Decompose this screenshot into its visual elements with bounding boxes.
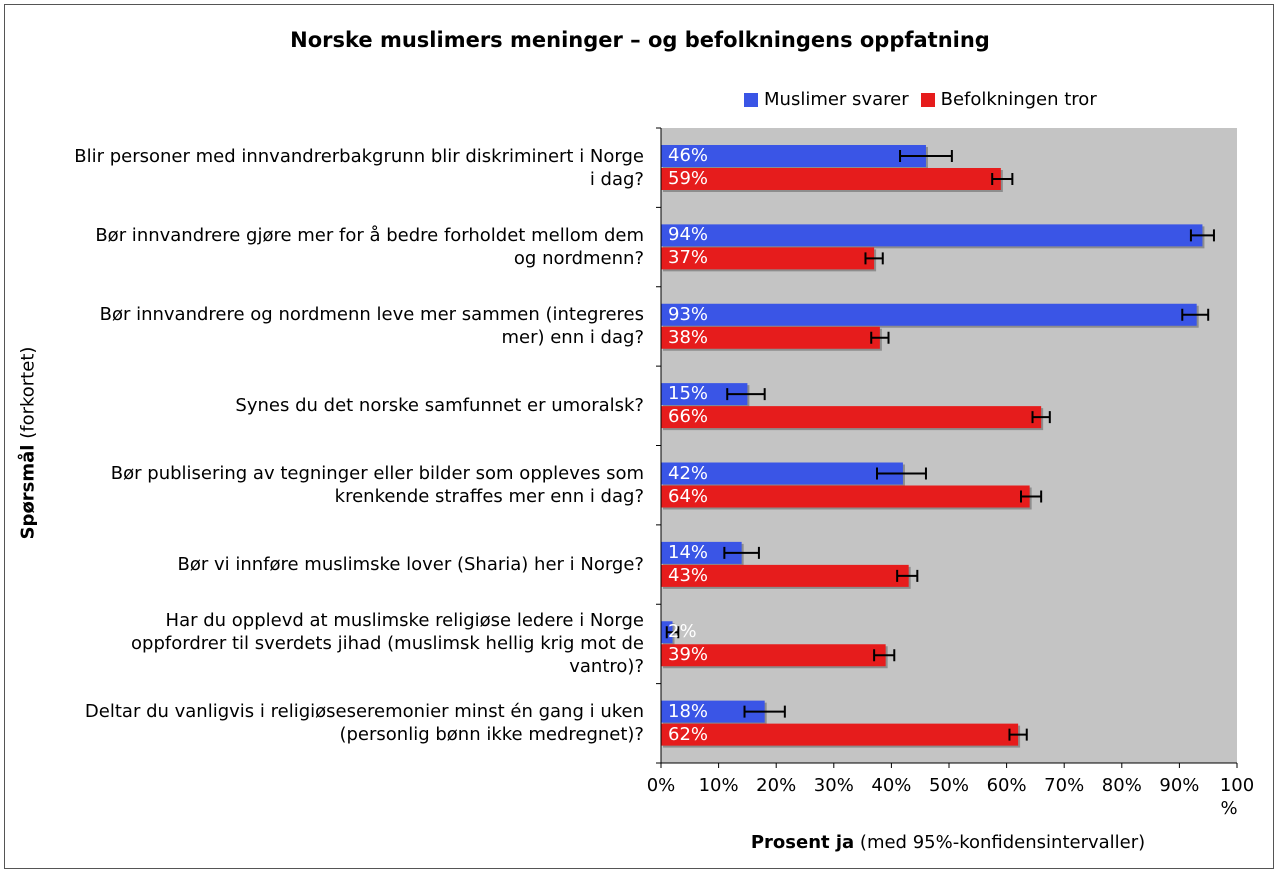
- question-label: [24, 462, 644, 508]
- value-label-population: 64%: [668, 485, 709, 507]
- x-tick-label: 50%: [928, 775, 970, 796]
- question-label: [24, 609, 644, 678]
- question-label-line: mer) enn i dag?: [501, 327, 644, 349]
- question-label-line: Bør publisering av tegninger eller bilder som oppleves som: [110, 463, 644, 484]
- bar-population: [661, 486, 1030, 508]
- bar-population: [661, 168, 1001, 190]
- x-tick-label: 0%: [646, 775, 676, 796]
- x-tick-label: 10%: [698, 775, 739, 796]
- x-unit-label: %: [1220, 798, 1238, 819]
- question-label-line: vantro)?: [569, 656, 644, 678]
- value-label-muslims: 14%: [668, 541, 709, 563]
- question-label-line: og nordmenn?: [513, 247, 644, 269]
- x-tick-label: 40%: [871, 775, 912, 796]
- question-label: [24, 394, 644, 417]
- x-tick-label: 100: [1219, 775, 1255, 796]
- legend-label-muslims: Muslimer svarer: [764, 89, 909, 110]
- value-label-muslims: 93%: [668, 303, 709, 325]
- legend-label-population: Befolkningen tror: [940, 89, 1097, 110]
- value-label-muslims: 42%: [668, 462, 709, 484]
- bar-population: [661, 406, 1041, 428]
- value-label-population: 59%: [668, 168, 709, 189]
- question-label-line: Bør innvandrere gjøre mer for å bedre forholdet mellom dem: [95, 224, 644, 246]
- question-label-line: Synes du det norske samfunnet er umoralsk?: [235, 395, 644, 417]
- value-label-population: 43%: [668, 564, 709, 586]
- x-tick-label: 70%: [1044, 775, 1085, 796]
- x-tick-label: 30%: [813, 775, 854, 796]
- question-label: [24, 145, 644, 191]
- bar-population: [661, 724, 1018, 746]
- x-axis-label-rest: (med 95%-konfidensintervaller): [859, 832, 1146, 853]
- value-label-muslims: 94%: [668, 224, 709, 246]
- x-axis-label: [751, 832, 1145, 853]
- question-label-line: Bør vi innføre muslimske lover (Sharia) her i Norge?: [177, 553, 644, 575]
- question-label: [24, 553, 644, 576]
- bar-muslims: [661, 224, 1202, 246]
- value-label-population: 66%: [668, 406, 709, 428]
- x-axis-label-bold: Prosent ja: [750, 832, 855, 853]
- value-label-muslims: 46%: [668, 145, 709, 166]
- question-label: [24, 303, 644, 349]
- value-label-population: 38%: [668, 326, 709, 348]
- value-label-muslims: 15%: [668, 383, 709, 405]
- value-label-population: 37%: [668, 247, 709, 269]
- question-label: [24, 224, 644, 270]
- bar-muslims: [661, 304, 1197, 326]
- question-label-line: krenkende straffes mer enn i dag?: [334, 486, 644, 507]
- y-axis-label-bold: Spørsmål: [17, 444, 39, 540]
- question-label-line: Har du opplevd at muslimske religiøse ledere i Norge: [165, 610, 644, 632]
- question-label-line: oppfordrer til sverdets jihad (muslimsk hellig krig mot de: [131, 633, 644, 655]
- x-tick-label: 90%: [1159, 775, 1200, 796]
- value-label-muslims: 18%: [668, 700, 709, 722]
- y-axis-label: [18, 347, 39, 540]
- value-label-population: 62%: [668, 723, 709, 745]
- x-tick-label: 20%: [756, 775, 797, 796]
- question-label-line: (personlig bønn ikke medregnet)?: [339, 724, 644, 746]
- question-label-line: Bør innvandrere og nordmenn leve mer sammen (integreres: [99, 304, 644, 326]
- question-label-line: Deltar du vanligvis i religiøseseremonier minst én gang i uken: [84, 701, 644, 723]
- question-label-line: Blir personer med innvandrerbakgrunn blir diskriminert i Norge: [74, 145, 644, 167]
- question-label: [24, 700, 644, 746]
- x-tick-label: 80%: [1101, 775, 1142, 796]
- y-axis-label-rest: (forkortet): [17, 346, 39, 439]
- x-tick-label: 60%: [986, 775, 1027, 796]
- value-label-population: 39%: [668, 644, 709, 666]
- value-label-muslims: 2%: [668, 621, 697, 643]
- question-label-line: i dag?: [589, 168, 644, 190]
- chart-title: Norske muslimers meninger – og befolkningens oppfatning: [290, 28, 990, 52]
